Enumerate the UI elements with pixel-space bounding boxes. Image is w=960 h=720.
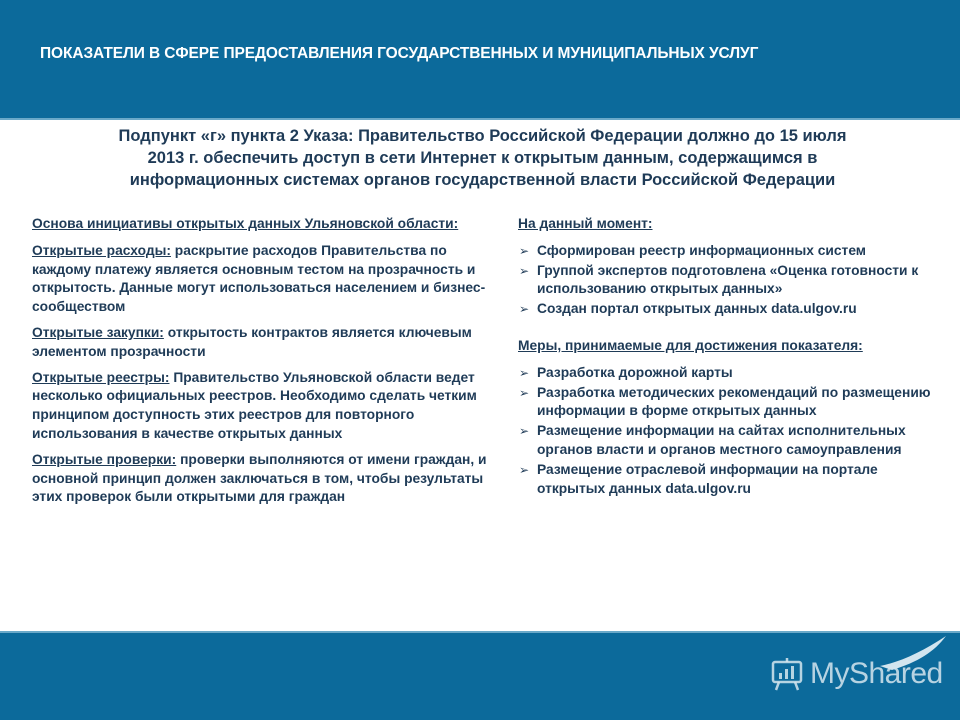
subtitle-line-1: Подпункт «г» пункта 2 Указа: Правительство Российской Федерации должно до 15 июля [118, 127, 847, 145]
current-status-list [518, 242, 938, 319]
check-arrow-icon: ➢ [519, 424, 530, 439]
list-item [518, 300, 938, 319]
item-text: открытость контрактов является ключевым элементом прозрачности [32, 324, 472, 359]
subtitle [60, 125, 905, 191]
header-divider [0, 118, 960, 120]
item-text: раскрытие расходов Правительства по каждому платежу является основным тестом на прозрачность и открытость. Данные могут использоваться населением и бизнес-сообществом [32, 242, 486, 315]
list-item-text: Сформирован реестр информационных систем [537, 242, 867, 258]
item-label: Открытые проверки: [32, 451, 177, 467]
list-item [518, 384, 938, 422]
list-item-text: Группой экспертов подготовлена «Оценка готовности к использованию открытых данных» [537, 262, 919, 297]
list-item [518, 364, 938, 383]
check-arrow-icon: ➢ [519, 462, 530, 477]
presentation-board-icon [770, 657, 804, 691]
open-spending-item [32, 242, 502, 317]
check-arrow-icon: ➢ [519, 263, 530, 278]
open-procurement-item [32, 324, 502, 362]
measures-list [518, 364, 938, 499]
list-item-text: Создан портал открытых данных data.ulgov.ru [537, 301, 857, 317]
list-item [518, 242, 938, 261]
header-band [0, 0, 960, 118]
subtitle-line-2: 2013 г. обеспечить доступ в сети Интернет к открытым данным, содержащимся в [147, 149, 818, 167]
list-item [518, 262, 938, 300]
list-item-text: Размещение информации на сайтах исполнительных органов власти и органов местного самоуправления [537, 423, 906, 457]
slide-title: ПОКАЗАТЕЛИ В СФЕРЕ ПРЕДОСТАВЛЕНИЯ ГОСУДАРСТВЕННЫХ И МУНИЦИПАЛЬНЫХ УСЛУГ [40, 45, 759, 62]
list-item-text: Разработка дорожной карты [537, 364, 733, 380]
left-column [32, 215, 502, 514]
check-arrow-icon: ➢ [519, 302, 530, 317]
list-item [518, 461, 938, 499]
item-text: Правительство Ульяновской области ведет несколько официальных реестров. Необходимо сделать четким принципом доступность этих реестров для повторного использования в качестве открытых данных [32, 369, 477, 441]
check-arrow-icon: ➢ [519, 365, 530, 380]
item-text: проверки выполняются от имени граждан, и основной принцип должен заключаться в том, чтобы результаты этих проверок были открытыми для граждан [32, 451, 487, 505]
right-column [518, 215, 938, 499]
measures-heading: Меры, принимаемые для достижения показателя: [518, 337, 863, 353]
subtitle-line-3: информационных системах органов государственной власти Российской Федерации [129, 171, 836, 189]
list-item-text: Размещение отраслевой информации на портале открытых данных data.ulgov.ru [537, 461, 878, 496]
check-arrow-icon: ➢ [519, 243, 530, 258]
item-label: Открытые реестры: [32, 369, 170, 385]
current-status-heading: На данный момент: [518, 216, 653, 231]
logo-text: MyShared [810, 657, 943, 690]
item-label: Открытые закупки: [32, 324, 164, 340]
item-label: Открытые расходы: [32, 242, 171, 258]
check-arrow-icon: ➢ [519, 385, 530, 400]
list-item [518, 422, 938, 460]
open-inspections-item [32, 451, 502, 507]
list-item-text: Разработка методических рекомендаций по размещению информации в форме открытых данных [537, 384, 931, 419]
left-heading: Основа инициативы открытых данных Ульяновской области: [32, 216, 459, 231]
open-registries-item [32, 369, 502, 444]
